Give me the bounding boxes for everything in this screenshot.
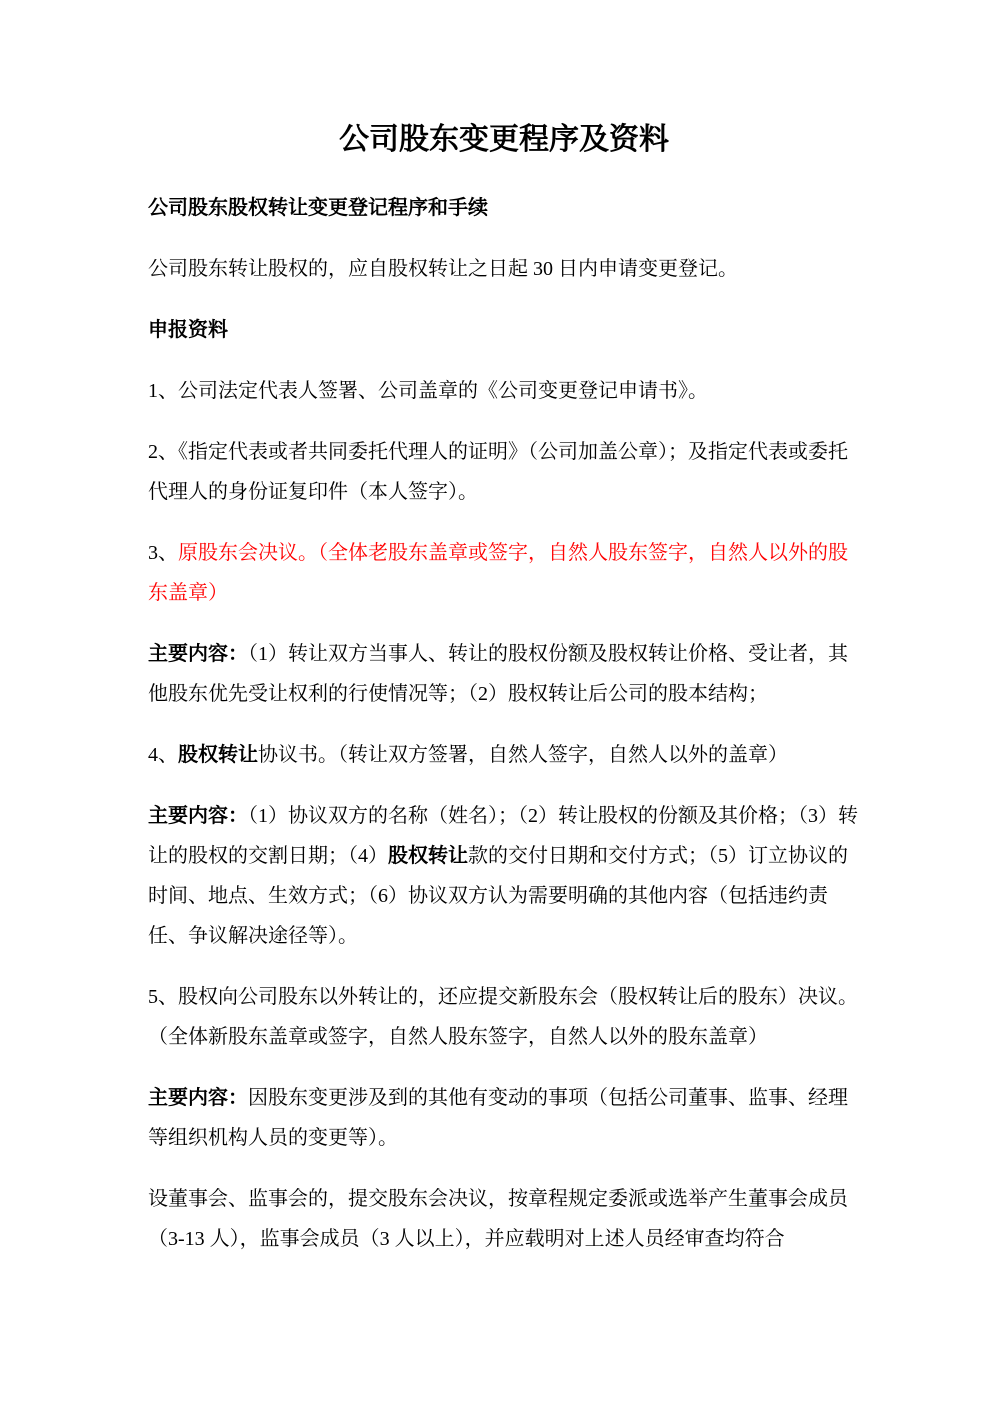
text-run: 5、股权向公司股东以外转让的，还应提交新股东会（股权转让后的股东）决议。（全体新股东盖章或签字，自然人股东签字，自然人以外的股东盖章） [148,986,858,1048]
text-run: 协议书。（转让双方签署，自然人签字，自然人以外的盖章） [258,744,788,766]
text-run: 主要内容： [148,1087,248,1109]
text-run: （1）转让双方当事人、转让的股权份额及股权转让价格、受让者，其他股东优先受让权利的行使情况等；（2）股权转让后公司的股本结构； [148,643,848,705]
document-content [148,118,860,1280]
text-run: 公司股东股权转让变更登记程序和手续 [148,197,488,219]
text-run: 2、《指定代表或者共同委托代理人的证明》（公司加盖公章）；及指定代表或委托代理人的身份证复印件（本人签字）。 [148,441,848,503]
text-run: 款的交付日期和交付方式；（5）订立协议的时间、地点、生效方式；（6）协议双方认为需要明确的其他内容（包括违约责任、争议解决途径等）。 [148,845,848,947]
item-4 [148,735,860,775]
item-1 [148,371,860,411]
document-body [148,188,860,1259]
text-run: （1）协议双方的名称（姓名）；（2）转让股权的份额及其价格；（3）转让的股权的交割日期；（4） [148,805,858,867]
text-run: 主要内容： [148,805,248,827]
intro-paragraph [148,249,860,289]
text-run: 设董事会、监事会的，提交股东会决议，按章程规定委派或选举产生董事会成员（3-13 人），监事会成员（3 人以上），并应载明对上述人员经审查均符合 [148,1188,848,1250]
item-4-main-content [148,796,860,956]
text-run: 公司股东转让股权的，应自股权转让之日起 30 日内申请变更登记。 [148,258,738,280]
item-2 [148,432,860,512]
text-run: 1、公司法定代表人签署、公司盖章的《公司变更登记申请书》。 [148,380,708,402]
item-5-main-content [148,1078,860,1158]
board-supervisors-paragraph [148,1179,860,1259]
item-3 [148,533,860,613]
text-run: 股权转让 [388,845,468,867]
text-run: 原股东会决议。（全体老股东盖章或签字，自然人股东签字，自然人以外的股东盖章） [148,542,848,604]
section-heading-transfer-procedure [148,188,860,228]
text-run: 申报资料 [148,319,228,341]
section-heading-declaration-materials [148,310,860,350]
document-title: 公司股东变更程序及资料 [339,123,669,156]
text-run: 因股东变更涉及到的其他有变动的事项（包括公司董事、监事、经理等组织机构人员的变更等）。 [148,1087,848,1149]
item-3-main-content [148,634,860,714]
item-5 [148,977,860,1057]
text-run: 3、 [148,542,178,564]
text-run: 主要内容： [148,643,248,665]
text-run: 4、 [148,744,178,766]
text-run: 股权转让 [178,744,258,766]
